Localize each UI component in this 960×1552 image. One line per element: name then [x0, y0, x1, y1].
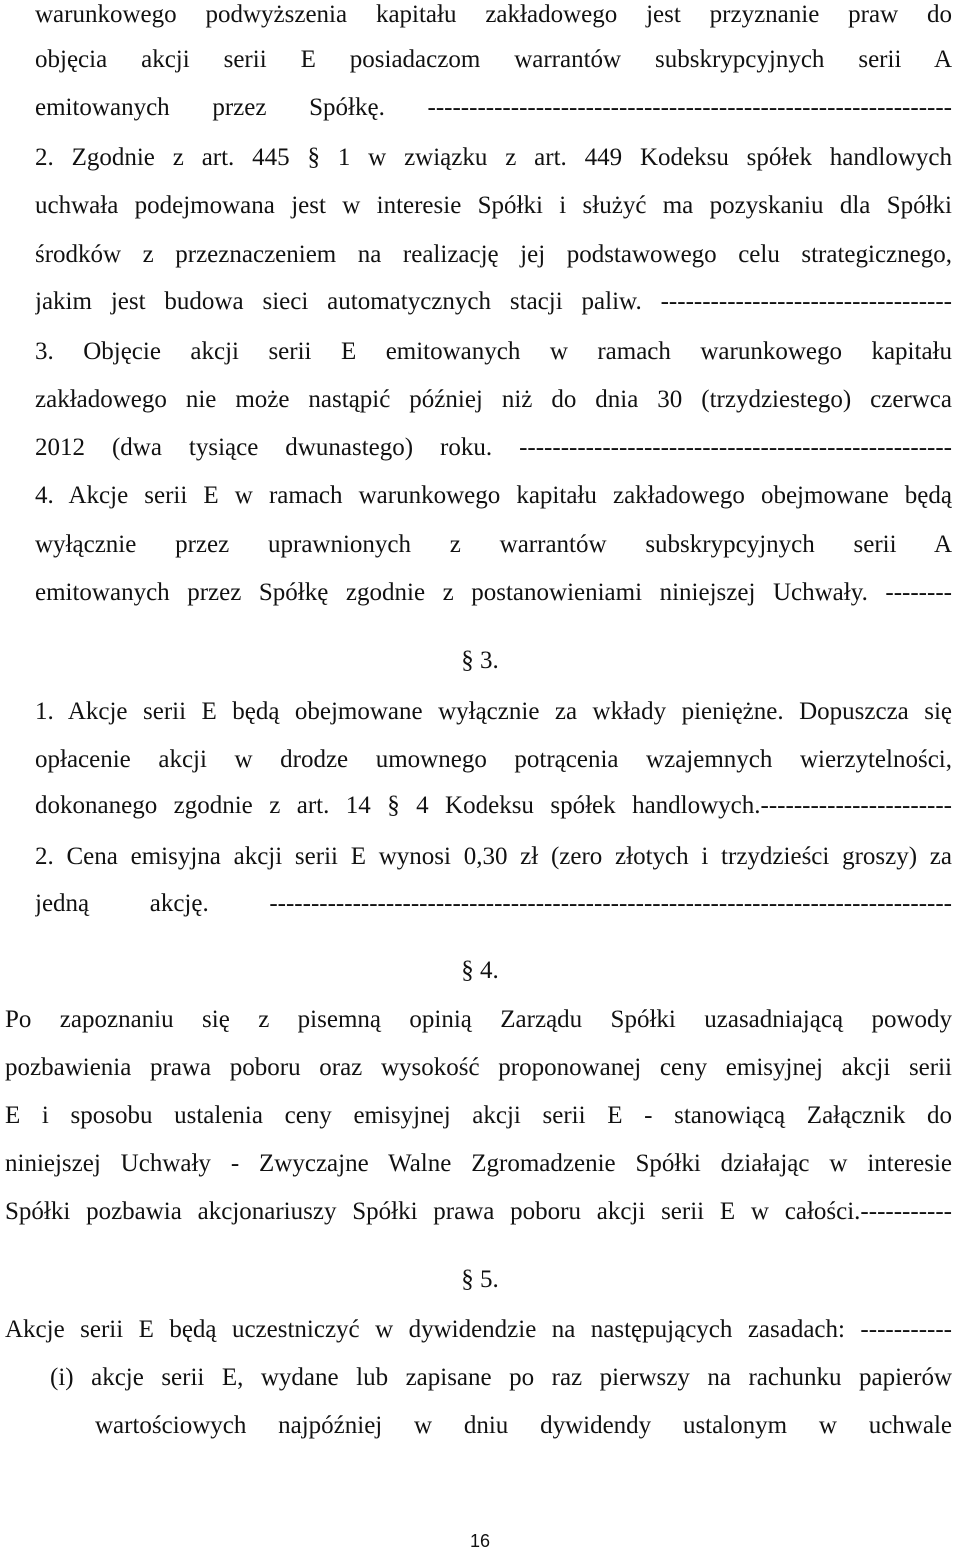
- section-heading: § 5.: [461, 1266, 499, 1293]
- text-line: 3. Objęcie akcji serii E emitowanych w ramach warunkowego kapitału: [35, 338, 952, 365]
- text-line: pozbawienia prawa poboru oraz wysokość proponowanej ceny emisyjnej akcji serii: [5, 1054, 952, 1081]
- text-line: 2. Zgodnie z art. 445 § 1 w związku z art. 449 Kodeksu spółek handlowych: [35, 144, 952, 171]
- text-line: jedną akcję. ----------------------------------------------------------------------------------: [35, 890, 952, 917]
- text-line: jakim jest budowa sieci automatycznych stacji paliw. -----------------------------------: [35, 288, 952, 315]
- text-line: warunkowego podwyższenia kapitału zakładowego jest przyznanie praw do: [35, 1, 952, 28]
- text-line: wyłącznie przez uprawnionych z warrantów subskrypcyjnych serii A: [35, 531, 952, 558]
- text-line: emitowanych przez Spółkę zgodnie z postanowieniami niniejszej Uchwały. --------: [35, 579, 952, 606]
- text-line: zakładowego nie może nastąpić później niż do dnia 30 (trzydziestego) czerwca: [35, 386, 952, 413]
- text-line: niniejszej Uchwały - Zwyczajne Walne Zgromadzenie Spółki działając w interesie: [5, 1150, 952, 1177]
- text-line: uchwała podejmowana jest w interesie Spółki i służyć ma pozyskaniu dla Spółki: [35, 192, 952, 219]
- page-number: 16: [469, 1531, 491, 1551]
- text-line: emitowanych przez Spółkę. ---------------------------------------------------------------: [35, 94, 952, 121]
- text-line: 2. Cena emisyjna akcji serii E wynosi 0,30 zł (zero złotych i trzydzieści groszy) za: [35, 843, 952, 870]
- text-line: dokonanego zgodnie z art. 14 § 4 Kodeksu spółek handlowych.-----------------------: [35, 792, 952, 819]
- text-line: 2012 (dwa tysiące dwunastego) roku. ----------------------------------------------------: [35, 434, 952, 461]
- text-line: środków z przeznaczeniem na realizację jej podstawowego celu strategicznego,: [35, 241, 952, 268]
- text-line: E i sposobu ustalenia ceny emisyjnej akcji serii E - stanowiącą Załącznik do: [5, 1102, 952, 1129]
- section-heading: § 3.: [461, 647, 499, 674]
- text-line: opłacenie akcji w drodze umownego potrącenia wzajemnych wierzytelności,: [35, 746, 952, 773]
- text-line: objęcia akcji serii E posiadaczom warrantów subskrypcyjnych serii A: [35, 46, 952, 73]
- list-item: (i) akcje serii E, wydane lub zapisane po raz pierwszy na rachunku papierów: [50, 1364, 952, 1391]
- text-line: 4. Akcje serii E w ramach warunkowego kapitału zakładowego obejmowane będą: [35, 482, 952, 509]
- text-line: Akcje serii E będą uczestniczyć w dywidendzie na następujących zasadach: -----------: [5, 1316, 952, 1343]
- text-line: 1. Akcje serii E będą obejmowane wyłącznie za wkłady pieniężne. Dopuszcza się: [35, 698, 952, 725]
- text-line: wartościowych najpóźniej w dniu dywidendy ustalonym w uchwale: [95, 1412, 952, 1439]
- text-line: Spółki pozbawia akcjonariuszy Spółki prawa poboru akcji serii E w całości.-----------: [5, 1198, 952, 1225]
- section-heading: § 4.: [461, 957, 499, 984]
- text-line: Po zapoznaniu się z pisemną opinią Zarządu Spółki uzasadniającą powody: [5, 1006, 952, 1033]
